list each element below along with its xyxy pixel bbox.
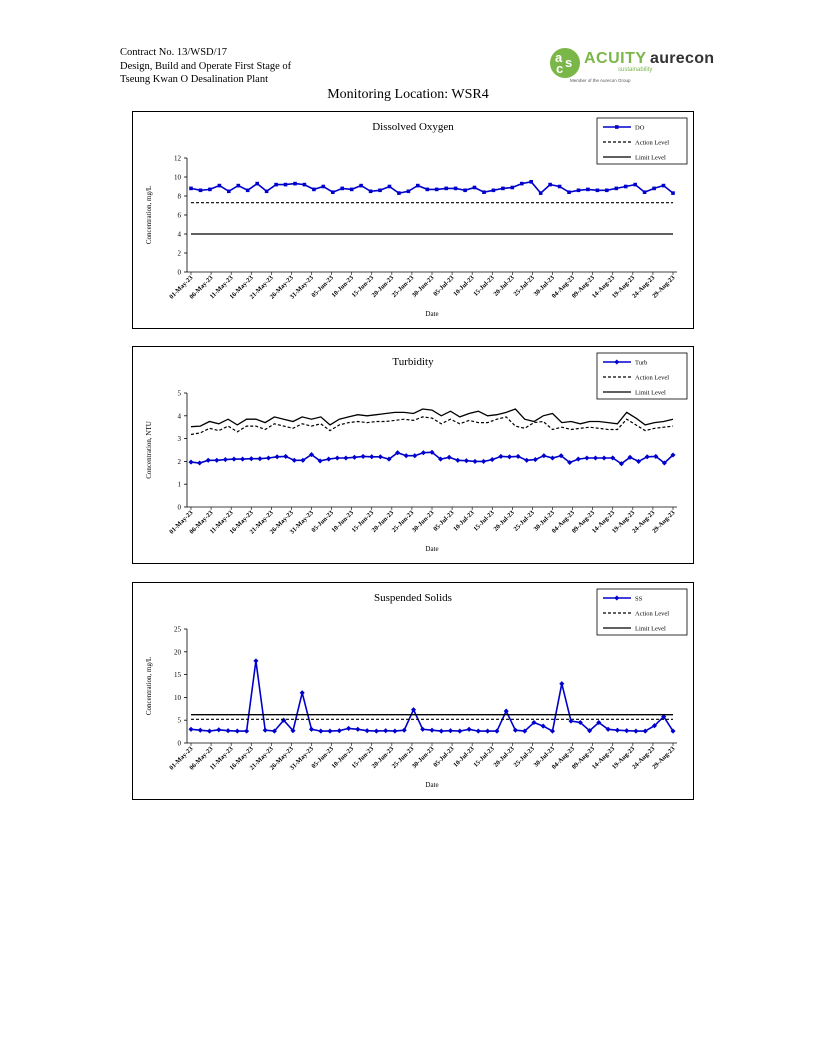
chart-title: Suspended Solids <box>374 592 452 604</box>
data-point <box>231 457 236 462</box>
data-point <box>567 190 571 194</box>
data-point <box>327 729 332 734</box>
x-tick-label: 21-May-23 <box>248 509 275 536</box>
x-axis-label: Date <box>425 781 439 789</box>
x-tick-label: 14-Aug-23 <box>590 745 617 771</box>
data-point <box>350 188 354 192</box>
data-point <box>516 454 521 459</box>
x-tick-label: 25-Jun-23 <box>390 509 416 535</box>
data-point <box>378 454 383 459</box>
x-tick-label: 09-Aug-23 <box>570 509 597 535</box>
dissolved-oxygen-chart-svg <box>133 112 693 328</box>
contract-number: Contract No. 13/WSD/17 <box>120 47 228 58</box>
data-point <box>255 182 259 186</box>
x-tick-label: 19-Aug-23 <box>610 509 637 535</box>
x-tick-label: 15-Jul-23 <box>472 274 496 298</box>
data-point <box>448 728 453 733</box>
data-point <box>208 188 212 192</box>
chart-title: Turbidity <box>392 356 434 368</box>
y-tick-label: 0 <box>177 268 181 277</box>
data-point <box>293 182 297 186</box>
x-tick-label: 31-May-23 <box>288 509 315 536</box>
y-axis-label: Concentration, mg/L <box>145 185 153 245</box>
y-axis-label: Concentration, mg/L <box>145 656 153 716</box>
y-tick-label: 3 <box>177 435 181 444</box>
data-point <box>490 457 495 462</box>
data-point <box>455 458 460 463</box>
data-point <box>533 457 538 462</box>
data-point <box>501 187 505 191</box>
y-tick-label: 2 <box>177 457 181 466</box>
x-tick-label: 05-Jul-23 <box>432 509 456 533</box>
acuity-logo-mark: a s c <box>550 48 580 78</box>
x-tick-label: 05-Jul-23 <box>432 274 456 298</box>
x-tick-label: 10-Jul-23 <box>452 745 476 769</box>
data-point <box>615 728 620 733</box>
x-tick-label: 26-May-23 <box>268 745 295 772</box>
data-point <box>492 189 496 193</box>
data-point <box>624 728 629 733</box>
legend-label-turb: Turb <box>635 359 648 367</box>
chart-title: Dissolved Oxygen <box>372 121 454 133</box>
data-point <box>586 188 590 192</box>
x-tick-label: 25-Jun-23 <box>390 745 416 771</box>
data-point <box>312 188 316 192</box>
data-point <box>335 455 340 460</box>
x-tick-label: 04-Aug-23 <box>550 274 576 300</box>
x-tick-label: 20-Jul-23 <box>492 745 516 769</box>
y-tick-label: 5 <box>177 716 181 725</box>
data-point <box>662 184 666 188</box>
data-point <box>383 728 388 733</box>
x-tick-label: 06-May-23 <box>188 509 215 536</box>
y-tick-label: 8 <box>177 192 181 201</box>
data-point <box>365 728 370 733</box>
x-tick-label: 01-May-23 <box>168 274 195 301</box>
legend-label-limit-level: Limit Level <box>635 389 666 397</box>
legend-label-action-level: Action Level <box>635 610 670 618</box>
data-point <box>226 728 231 733</box>
x-tick-label: 09-Aug-23 <box>570 745 597 771</box>
data-point <box>240 457 245 462</box>
x-tick-label: 30-Jul-23 <box>532 745 556 769</box>
x-tick-label: 10-Jun-23 <box>330 745 356 771</box>
data-point <box>485 729 490 734</box>
y-tick-label: 10 <box>174 173 181 182</box>
data-point <box>481 459 486 464</box>
x-tick-label: 06-May-23 <box>188 745 215 772</box>
data-point <box>223 457 228 462</box>
x-tick-label: 29-Aug-23 <box>651 509 677 535</box>
data-point <box>463 189 467 193</box>
data-point <box>435 188 439 192</box>
acuity-tagline: sustainability <box>618 67 653 73</box>
data-point <box>513 728 518 733</box>
turbidity-chart <box>132 346 694 564</box>
data-point <box>643 190 647 194</box>
data-point <box>454 187 458 191</box>
data-point <box>355 727 360 732</box>
data-point <box>331 190 335 194</box>
turbidity-chart-svg <box>133 347 693 563</box>
x-tick-label: 14-Aug-23 <box>590 509 617 535</box>
data-point <box>402 728 407 733</box>
acuity-member-note: Member of the Aurecon Group <box>570 78 631 83</box>
x-tick-label: 19-Aug-23 <box>610 274 637 300</box>
data-point <box>457 729 462 734</box>
x-tick-label: 10-Jul-23 <box>452 509 476 533</box>
x-tick-label: 20-Jun-23 <box>370 509 396 535</box>
data-point <box>473 186 477 190</box>
data-point <box>300 690 305 695</box>
data-point <box>498 454 503 459</box>
x-tick-label: 16-May-23 <box>228 745 255 772</box>
suspended-solids-chart-svg <box>133 583 693 799</box>
x-tick-label: 29-Aug-23 <box>651 274 677 300</box>
x-tick-label: 10-Jul-23 <box>452 274 476 298</box>
acuity-brand: ACUITY <box>584 50 647 67</box>
x-tick-label: 19-Aug-23 <box>610 745 637 771</box>
legend-label-limit-level: Limit Level <box>635 154 666 162</box>
x-tick-label: 15-Jun-23 <box>350 745 376 771</box>
data-point <box>318 729 323 734</box>
x-tick-label: 25-Jul-23 <box>512 274 536 298</box>
x-tick-label: 15-Jul-23 <box>472 745 496 769</box>
data-point <box>227 190 231 194</box>
x-tick-label: 26-May-23 <box>268 509 295 536</box>
x-tick-label: 20-Jun-23 <box>370 274 396 300</box>
data-point <box>494 729 499 734</box>
x-tick-label: 05-Jun-23 <box>310 274 335 300</box>
data-point <box>198 728 203 733</box>
x-tick-label: 30-Jun-23 <box>410 745 436 771</box>
data-point <box>237 184 241 188</box>
y-axis-label: Concentration, NTU <box>145 421 153 479</box>
legend-marker <box>615 125 619 129</box>
data-point <box>378 189 382 193</box>
data-point <box>652 187 656 191</box>
x-tick-label: 14-Aug-23 <box>590 274 617 300</box>
data-point <box>292 458 297 463</box>
x-tick-label: 01-May-23 <box>168 745 195 772</box>
data-point <box>633 729 638 734</box>
data-point <box>439 729 444 734</box>
x-tick-label: 24-Aug-23 <box>630 745 657 771</box>
data-point <box>615 187 619 191</box>
data-point <box>593 455 598 460</box>
data-point <box>214 458 219 463</box>
data-point <box>426 188 430 192</box>
data-point <box>464 458 469 463</box>
data-point <box>447 455 452 460</box>
data-point <box>577 189 581 193</box>
data-point <box>188 460 193 465</box>
x-tick-label: 30-Jun-23 <box>410 509 436 535</box>
data-point <box>235 729 240 734</box>
data-point <box>274 183 278 187</box>
data-point <box>244 729 249 734</box>
contract-description-line2: Tseung Kwan O Desalination Plant <box>120 74 268 85</box>
data-point <box>507 454 512 459</box>
x-tick-label: 20-Jun-23 <box>370 745 396 771</box>
contract-description-line1: Design, Build and Operate First Stage of <box>120 60 292 72</box>
data-point <box>199 189 203 193</box>
y-tick-label: 4 <box>177 412 181 421</box>
data-point <box>520 182 524 186</box>
y-tick-label: 0 <box>177 503 181 512</box>
data-point <box>352 455 357 460</box>
acuity-logo <box>548 46 653 86</box>
data-point <box>397 191 401 195</box>
data-point <box>633 183 637 187</box>
x-tick-label: 25-Jun-23 <box>390 274 416 300</box>
x-tick-label: 05-Jun-23 <box>310 509 335 535</box>
x-tick-label: 16-May-23 <box>228 274 255 301</box>
x-tick-label: 05-Jul-23 <box>432 745 456 769</box>
y-tick-label: 10 <box>174 693 181 702</box>
legend-label-action-level: Action Level <box>635 374 670 382</box>
data-point <box>524 458 529 463</box>
data-point <box>559 681 564 686</box>
x-tick-label: 04-Aug-23 <box>550 509 576 535</box>
x-tick-label: 25-Jul-23 <box>512 509 536 533</box>
x-tick-label: 21-May-23 <box>248 274 275 301</box>
y-tick-label: 25 <box>174 625 181 634</box>
data-point <box>412 453 417 458</box>
data-point <box>346 726 351 731</box>
x-tick-label: 24-Aug-23 <box>630 509 657 535</box>
data-point <box>388 185 392 189</box>
data-point <box>283 454 288 459</box>
data-point <box>602 455 607 460</box>
x-tick-label: 25-Jul-23 <box>512 745 536 769</box>
x-axis-label: Date <box>425 310 439 318</box>
x-tick-label: 30-Jun-23 <box>410 274 436 300</box>
x-tick-label: 20-Jul-23 <box>492 509 516 533</box>
data-point <box>266 455 271 460</box>
data-point <box>246 189 250 193</box>
x-tick-label: 01-May-23 <box>168 509 195 536</box>
data-point <box>216 727 221 732</box>
x-tick-label: 15-Jun-23 <box>350 509 376 535</box>
data-point <box>253 658 258 663</box>
data-point <box>429 728 434 733</box>
x-tick-label: 11-May-23 <box>208 274 235 301</box>
data-point <box>605 189 609 193</box>
data-point <box>263 728 268 733</box>
legend-label-limit-level: Limit Level <box>635 625 666 633</box>
suspended-solids-chart <box>132 582 694 800</box>
data-point <box>343 455 348 460</box>
data-point <box>550 455 555 460</box>
y-tick-label: 1 <box>177 480 181 489</box>
y-tick-label: 4 <box>177 230 181 239</box>
data-point <box>416 184 420 188</box>
data-point <box>207 729 212 734</box>
data-point <box>467 727 472 732</box>
data-point <box>407 190 411 194</box>
series-line-action-level <box>191 417 673 435</box>
x-tick-label: 30-Jul-23 <box>532 274 556 298</box>
data-point <box>257 456 262 461</box>
data-point <box>624 185 628 189</box>
data-point <box>541 453 546 458</box>
x-tick-label: 20-Jul-23 <box>492 274 516 298</box>
data-point <box>511 186 515 190</box>
x-tick-label: 11-May-23 <box>208 745 235 772</box>
data-point <box>548 183 552 187</box>
x-tick-label: 09-Aug-23 <box>570 274 597 300</box>
series-line-ss <box>191 661 673 731</box>
data-point <box>218 184 222 188</box>
data-point <box>369 454 374 459</box>
data-point <box>411 707 416 712</box>
x-tick-label: 30-Jul-23 <box>532 509 556 533</box>
data-point <box>189 187 193 191</box>
data-point <box>504 709 509 714</box>
y-tick-label: 5 <box>177 389 181 398</box>
x-tick-label: 26-May-23 <box>268 274 295 301</box>
data-point <box>472 459 477 464</box>
x-tick-label: 24-Aug-23 <box>630 274 657 300</box>
data-point <box>444 187 448 191</box>
x-tick-label: 31-May-23 <box>288 745 315 772</box>
x-tick-label: 29-Aug-23 <box>651 745 677 771</box>
data-point <box>476 729 481 734</box>
document-header <box>120 46 291 87</box>
data-point <box>309 727 314 732</box>
data-point <box>539 191 543 195</box>
data-point <box>322 185 326 189</box>
data-point <box>392 729 397 734</box>
y-tick-label: 2 <box>177 249 181 258</box>
x-axis-label: Date <box>425 545 439 553</box>
x-tick-label: 05-Jun-23 <box>310 745 335 771</box>
data-point <box>188 727 193 732</box>
data-point <box>206 458 211 463</box>
x-tick-label: 11-May-23 <box>208 509 235 536</box>
page-title: Monitoring Location: WSR4 <box>327 87 489 102</box>
x-tick-label: 15-Jun-23 <box>350 274 376 300</box>
data-point <box>404 453 409 458</box>
x-tick-label: 21-May-23 <box>248 745 275 772</box>
series-line-do <box>191 182 673 193</box>
data-point <box>374 729 379 734</box>
data-point <box>482 190 486 194</box>
data-point <box>584 455 589 460</box>
data-point <box>284 183 288 187</box>
x-tick-label: 06-May-23 <box>188 274 215 301</box>
data-point <box>671 191 675 195</box>
x-tick-label: 16-May-23 <box>228 509 255 536</box>
data-point <box>421 450 426 455</box>
data-point <box>197 460 202 465</box>
data-point <box>303 183 307 187</box>
data-point <box>558 185 562 189</box>
data-point <box>337 728 342 733</box>
x-tick-label: 31-May-23 <box>288 274 315 301</box>
x-tick-label: 04-Aug-23 <box>550 745 576 771</box>
aurecon-logo: aurecon <box>650 50 715 67</box>
y-tick-label: 0 <box>177 739 181 748</box>
data-point <box>529 180 533 184</box>
y-tick-label: 15 <box>174 671 181 680</box>
y-tick-label: 20 <box>174 648 181 657</box>
x-tick-label: 10-Jun-23 <box>330 274 356 300</box>
x-tick-label: 15-Jul-23 <box>472 509 496 533</box>
y-tick-label: 6 <box>177 211 181 220</box>
data-point <box>326 457 331 462</box>
data-point <box>249 456 254 461</box>
data-point <box>340 187 344 191</box>
data-point <box>576 457 581 462</box>
legend-label-ss: SS <box>635 595 643 603</box>
data-point <box>275 454 280 459</box>
data-point <box>361 454 366 459</box>
legend-label-action-level: Action Level <box>635 139 670 147</box>
data-point <box>359 184 363 188</box>
data-point <box>265 190 269 194</box>
dissolved-oxygen-chart <box>132 111 694 329</box>
data-point <box>596 189 600 193</box>
data-point <box>420 727 425 732</box>
legend-label-do: DO <box>635 124 645 132</box>
x-tick-label: 10-Jun-23 <box>330 509 356 535</box>
y-tick-label: 12 <box>174 154 181 163</box>
data-point <box>369 190 373 194</box>
